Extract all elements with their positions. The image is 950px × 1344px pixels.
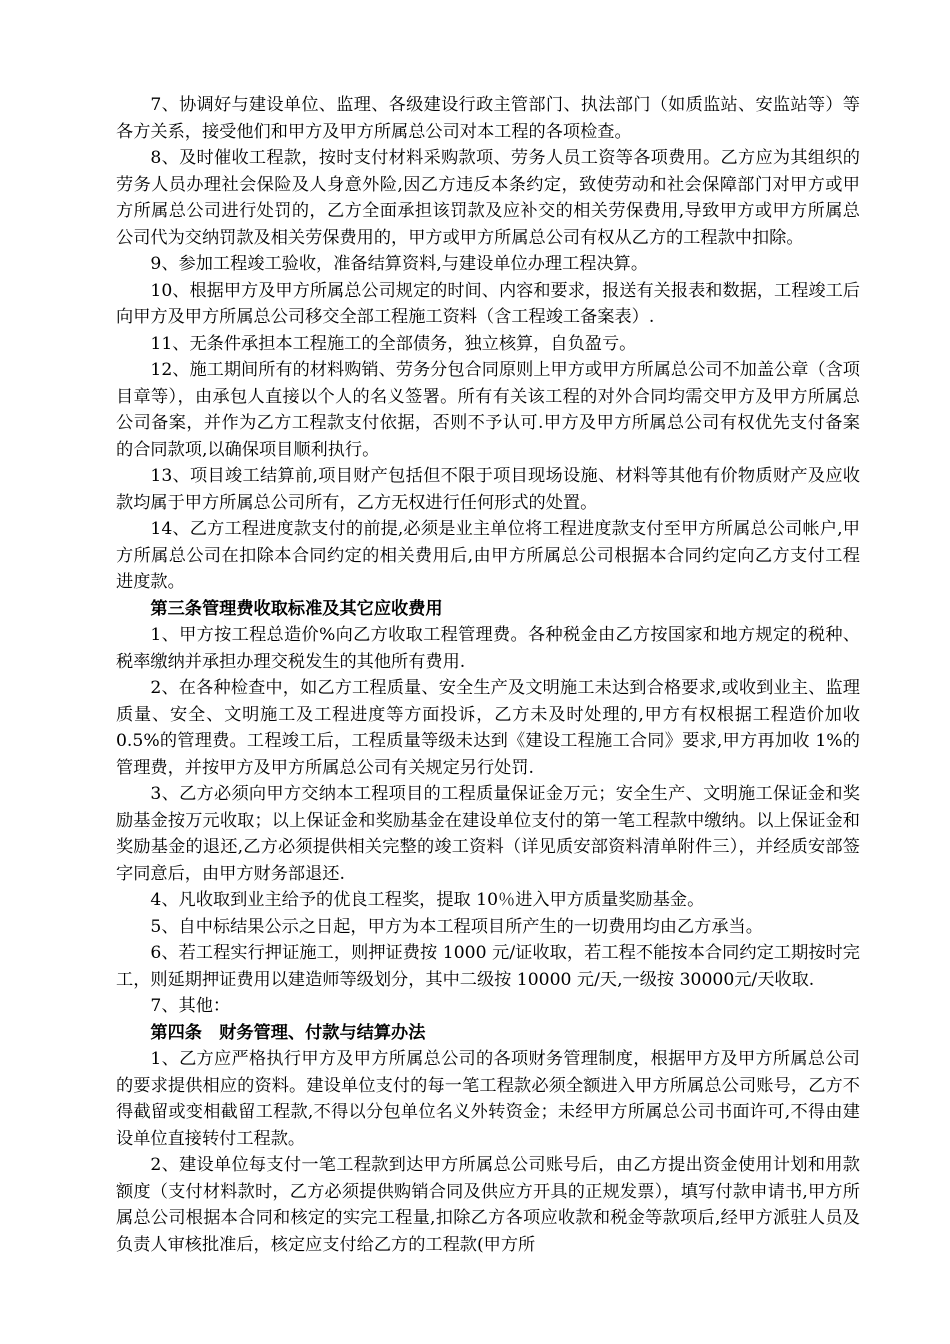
- paragraph-9: 9、参加工程竣工验收，准备结算资料,与建设单位办理工程决算。: [150, 254, 649, 274]
- article-3-item-6: 6、若工程实行押证施工，则押证费按 1000 元/证收取，若工程不能按本合同约定工期按时完工，则延期押证费用以建造师等级划分，其中二级按 10000 元/天,一级按 30000元/天收取.: [116, 943, 860, 990]
- paragraph-12: 12、施工期间所有的材料购销、劳务分包合同原则上甲方或甲方所属总公司不加盖公章（含项目章等），由承包人直接以个人的名义签署。所有有关该工程的对外合同均需交甲方及甲方所属总公司备案，并作为乙方工程款支付依据，否则不予认可.甲方及甲方所属总公司有权优先支付备案的合同款项,以确保项目顺利执行。: [116, 360, 860, 460]
- paragraph-10: 10、根据甲方及甲方所属总公司规定的时间、内容和要求，报送有关报表和数据，工程竣工后向甲方及甲方所属总公司移交全部工程施工资料（含工程竣工备案表）.: [116, 280, 860, 327]
- paragraph-14: 14、乙方工程进度款支付的前提,必须是业主单位将工程进度款支付至甲方所属总公司帐户,甲方所属总公司在扣除本合同约定的相关费用后,由甲方所属总公司根据本合同约定向乙方支付工程进度款。: [116, 519, 860, 592]
- paragraph-13: 13、项目竣工结算前,项目财产包括但不限于项目现场设施、材料等其他有价物质财产及应收款均属于甲方所属总公司所有，乙方无权进行任何形式的处置。: [116, 466, 860, 513]
- document-body: [116, 92, 860, 1258]
- article-3-item-5: 5、自中标结果公示之日起，甲方为本工程项目所产生的一切费用均由乙方承当。: [150, 916, 763, 937]
- article-4-item-2: 2、建设单位每支付一笔工程款到达甲方所属总公司账号后，由乙方提出资金使用计划和用款额度（支付材料款时，乙方必须提供购销合同及供应方开具的正规发票），填写付款申请书,甲方所属总公司根据本合同和核定的实完工程量,扣除乙方各项应收款和税金等款项后,经甲方派驻人员及负责人审核批准后，核定应支付给乙方的工程款(甲方所: [116, 1155, 860, 1255]
- article-4-item-1: 1、乙方应严格执行甲方及甲方所属总公司的各项财务管理制度，根据甲方及甲方所属总公司的要求提供相应的资料。建设单位支付的每一笔工程款必须全额进入甲方所属总公司账号，乙方不得截留或变相截留工程款,不得以分包单位名义外转资金；未经甲方所属总公司书面许可,不得由建设单位直接转付工程款。: [116, 1049, 860, 1149]
- article-3-item-2: 2、在各种检查中，如乙方工程质量、安全生产及文明施工未达到合格要求,或收到业主、监理质量、安全、文明施工及工程进度等方面投诉，乙方未及时处理的,甲方有权根据工程造价加收 0.5%的管理费。工程竣工后，工程质量等级未达到《建设工程施工合同》要求,甲方再加收 1%的管理费，并按甲方及甲方所属总公司有关规定另行处罚.: [116, 678, 860, 778]
- section-heading-article-3: 第三条管理费收取标准及其它应收费用: [150, 598, 443, 619]
- paragraph-7: 7、协调好与建设单位、监理、各级建设行政主管部门、执法部门（如质监站、安监站等）等各方关系，接受他们和甲方及甲方所属总公司对本工程的各项检查。: [116, 95, 860, 142]
- section-heading-article-4: 第四条 财务管理、付款与结算办法: [150, 1022, 426, 1043]
- article-3-item-3: 3、乙方必须向甲方交纳本工程项目的工程质量保证金万元；安全生产、文明施工保证金和奖励基金按万元收取；以上保证金和奖励基金在建设单位支付的第一笔工程款中缴纳。以上保证金和奖励基金的退还,乙方必须提供相关完整的竣工资料（详见质安部资料清单附件三），并经质安部签字同意后，由甲方财务部退还.: [116, 784, 860, 884]
- paragraph-11: 11、无条件承担本工程施工的全部债务，独立核算，自负盈亏。: [150, 333, 637, 354]
- article-3-item-7: 7、其他：: [150, 996, 231, 1016]
- article-3-item-1: 1、甲方按工程总造价%向乙方收取工程管理费。各种税金由乙方按国家和地方规定的税种、税率缴纳并承担办理交税发生的其他所有费用.: [116, 625, 860, 672]
- article-3-item-4: 4、凡收取到业主给予的优良工程奖，提取 10％进入甲方质量奖励基金。: [150, 890, 705, 910]
- paragraph-8: 8、及时催收工程款，按时支付材料采购款项、劳务人员工资等各项费用。乙方应为其组织的劳务人员办理社会保险及人身意外险,因乙方违反本条约定，致使劳动和社会保障部门对甲方或甲方所属总公司进行处罚的，乙方全面承担该罚款及应补交的相关劳保费用,导致甲方或甲方所属总公司代为交纳罚款及相关劳保费用的，甲方或甲方所属总公司有权从乙方的工程款中扣除。: [116, 148, 860, 248]
